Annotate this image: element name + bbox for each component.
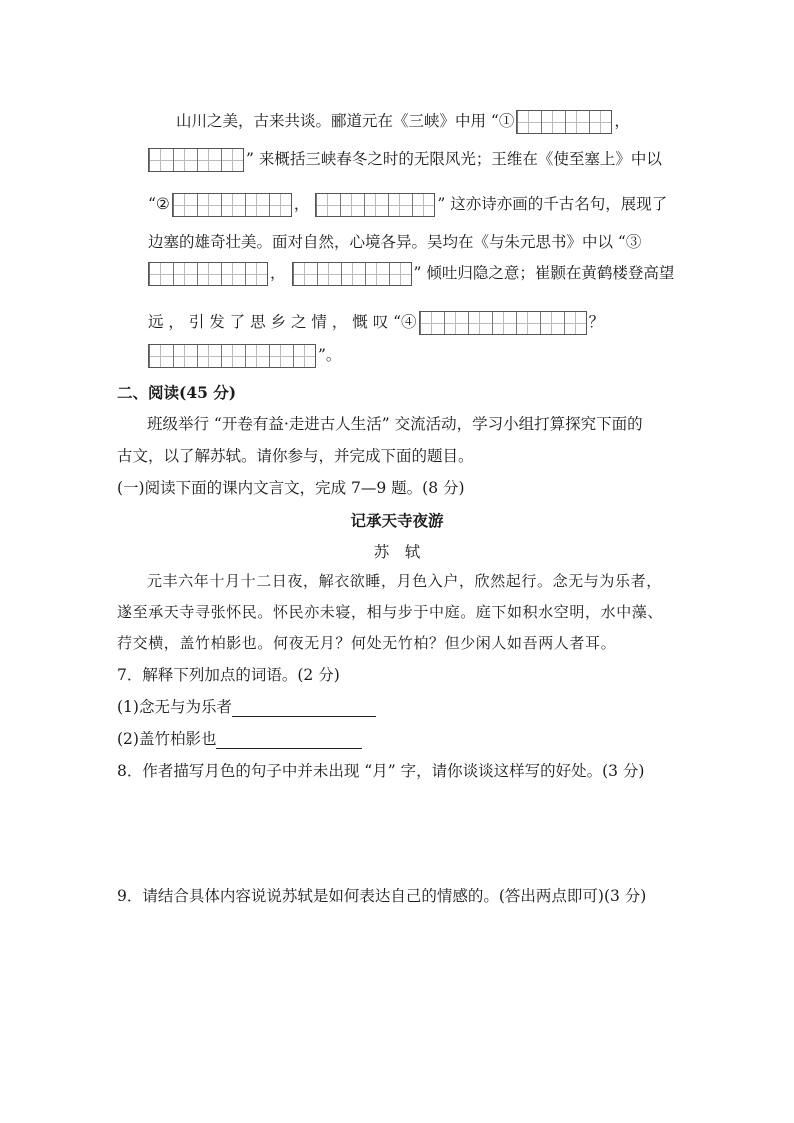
- passage-line-1: 元丰六年十月十二日夜，解衣欲睡，月色入户，欣然起行。念无与为乐者，: [147, 572, 662, 590]
- text: ？: [588, 313, 605, 331]
- answer-grid-1b[interactable]: [148, 148, 244, 172]
- text: ，: [270, 264, 286, 282]
- text: ”。: [318, 346, 342, 364]
- fill-line-6: [148, 311, 604, 335]
- fill-line-2: [146, 148, 662, 172]
- fill-line-7: [146, 344, 341, 368]
- text: ，: [614, 112, 630, 130]
- text: (2)盖竹柏影也: [117, 730, 217, 748]
- text: 山川之美，古来共谈。郦道元在《三峡》中用 “①: [176, 112, 515, 130]
- text: 边塞的雄奇壮美。面对自然，心境各异。吴均在《与朱元思书》中以 “③: [148, 233, 642, 251]
- passage-line-3: 荇交横，盖竹柏影也。何夜无月？何处无竹柏？但少闲人如吾两人者耳。: [117, 634, 617, 652]
- answer-line-7-1[interactable]: [232, 698, 376, 717]
- intro-line-1: 班级举行 “开卷有益·走进古人生活” 交流活动，学习小组打算探究下面的: [147, 415, 643, 433]
- passage-title: 记承天寺夜游: [350, 511, 444, 530]
- answer-grid-3a[interactable]: [148, 262, 268, 286]
- fill-line-4: [148, 232, 641, 252]
- question-7-1: [117, 697, 376, 717]
- fill-line-5: [146, 262, 674, 286]
- question-7: 7．解释下列加点的词语。(2 分): [117, 666, 340, 684]
- fill-line-3: [148, 193, 667, 217]
- text: ，: [293, 195, 310, 213]
- text: 远 ， 引 发 了 思 乡 之 情 ， 慨 叹 “④: [148, 313, 417, 331]
- question-8: 8．作者描写月色的句子中并未出现 “月” 字，请你谈谈这样写的好处。(3 分): [117, 762, 645, 780]
- text: “②: [148, 195, 170, 213]
- intro-line-2: 古文，以了解苏轼。请你参与，并完成下面的题目。: [117, 447, 474, 465]
- subsection-title: (一)阅读下面的课内文言文，完成 7—9 题。(8 分): [117, 479, 465, 497]
- passage-author: 苏 轼: [373, 543, 421, 561]
- section-title: 二、阅读(45 分): [117, 383, 237, 402]
- answer-grid-3b[interactable]: [292, 262, 412, 286]
- question-9: 9．请结合具体内容说说苏轼是如何表达自己的情感的。(答出两点即可)(3 分): [117, 887, 647, 905]
- text: ” 来概括三峡春冬之时的无限风光；王维在《使至塞上》中以: [246, 150, 662, 168]
- answer-grid-2b[interactable]: [315, 193, 435, 217]
- answer-grid-1a[interactable]: [516, 110, 612, 134]
- fill-line-1: [176, 110, 630, 134]
- answer-line-7-2[interactable]: [216, 730, 362, 749]
- text: ” 倾吐归隐之意；崔颢在黄鹤楼登高望: [413, 264, 675, 282]
- question-7-2: [117, 729, 362, 749]
- answer-grid-4a[interactable]: [419, 311, 587, 335]
- passage-line-2: 遂至承天寺寻张怀民。怀民亦未寝，相与步于中庭。庭下如积水空明，水中藻、: [117, 603, 664, 621]
- text: (1)念无与为乐者: [117, 698, 232, 716]
- answer-grid-4b[interactable]: [148, 344, 316, 368]
- text: ” 这亦诗亦画的千古名句，展现了: [437, 195, 668, 213]
- answer-grid-2a[interactable]: [172, 193, 292, 217]
